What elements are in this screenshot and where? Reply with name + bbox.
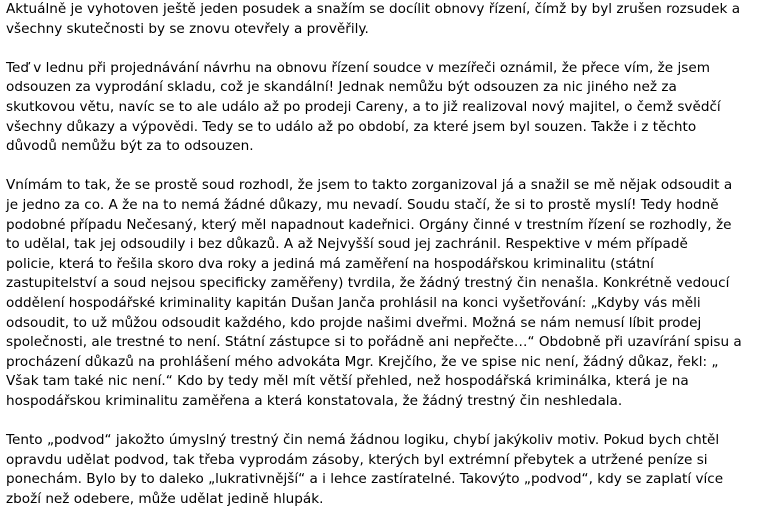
text-line: procházení důkazů na prohlášení mého advokáta Mgr. Krejčího, že ve spise nic není, žádný důkaz, řekl: „ [6, 353, 719, 370]
paragraph-1 [6, 0, 758, 39]
text-line: policie, která to řešila skoro dva roky a jediná má zaměření na hospodářskou kriminalitu (státní [6, 255, 654, 272]
paragraph-3 [6, 176, 758, 411]
document-body [6, 0, 758, 509]
text-line: společnosti, ale trestné to není. Státní zástupce si to pořádně ani nepřečte…“ Obdobně při uzavírání spisu a [6, 334, 742, 351]
text-line: všechny důkazy a výpovědi. Tedy se to událo až po období, za které jsem byl souzen. Takže i z těchto [6, 118, 697, 135]
text-line: Vnímám to tak, že se prostě soud rozhodl, že jsem to takto zorganizoval já a snažil se mě nějak odsoudit a [6, 177, 733, 194]
text-line: Teď v lednu při projednávání návrhu na obnovu řízení soudce v mezířeči oznámil, že přece vím, že jsem [6, 59, 710, 76]
text-line: zastupitelství a soud nejsou specificky zaměřeny) tvrdila, že žádný trestný čin nenašla. Konkrétně vedoucí [6, 275, 730, 292]
paragraph-2 [6, 59, 758, 157]
text-line: všechny skutečnosti by se znovu otevřely a prověřily. [6, 20, 369, 37]
text-line: Aktuálně je vyhotoven ještě jeden posudek a snažím se docílit obnovy řízení, čímž by byl zrušen rozsudek a [6, 1, 741, 17]
text-line: odsoudit, to už můžou odsoudit každého, kdo projde našimi dveřmi. Možná se nám nemusí líbit prodej [6, 314, 702, 331]
text-line: odsouzen za vyprodání skladu, což je skandální! Jednak nemůžu být odsouzen za nic jiného než za [6, 79, 677, 96]
text-line: zboží než odebere, může udělat jedině hlupák. [6, 490, 324, 507]
text-line: opravdu udělat podvod, tak třeba vyprodám zásoby, kterých byl extrémní přebytek a utržené peníze si [6, 451, 708, 468]
text-line: oddělení hospodářské kriminality kapitán Dušan Janča prohlásil na konci vyšetřování: „Kdyby vás měli [6, 294, 701, 311]
text-line: skutkovou větu, navíc se to ale událo až po prodeji Careny, a to již realizoval nový majitel, o čemž svědčí [6, 98, 721, 115]
text-line: je jedno za co. A že na to nemá žádné důkazy, mu nevadí. Soudu stačí, že si to prostě myslí! Tedy hodně [6, 196, 719, 213]
text-line: podobné případu Nečesaný, který měl napadnout kadeřnici. Orgány činné v trestním řízení se rozhodly, že [6, 216, 732, 233]
text-line: Tento „podvod“ jakožto úmyslný trestný čin nemá žádnou logiku, chybí jakýkoliv motiv. Pokud bych chtěl [6, 432, 720, 449]
text-line: důvodů nemůžu být za to odsouzen. [6, 138, 254, 155]
text-line: Však tam také nic není.“ Kdo by tedy měl mít větší přehled, než hospodářská kriminálka, která je na [6, 373, 689, 390]
text-line: to udělal, tak jej odsoudily i bez důkazů. A až Nejvyšší soud jej zachránil. Respektive v mém případě [6, 236, 688, 253]
text-line: hospodářskou kriminalitu zaměřena a která konstatovala, že žádný trestný čin neshledala. [6, 392, 623, 409]
paragraph-4 [6, 431, 758, 509]
text-line: ponechám. Bylo by to daleko „lukrativnější“ a i lehce zastíratelné. Takovýto „podvod“, kdy se zaplatí více [6, 471, 724, 488]
